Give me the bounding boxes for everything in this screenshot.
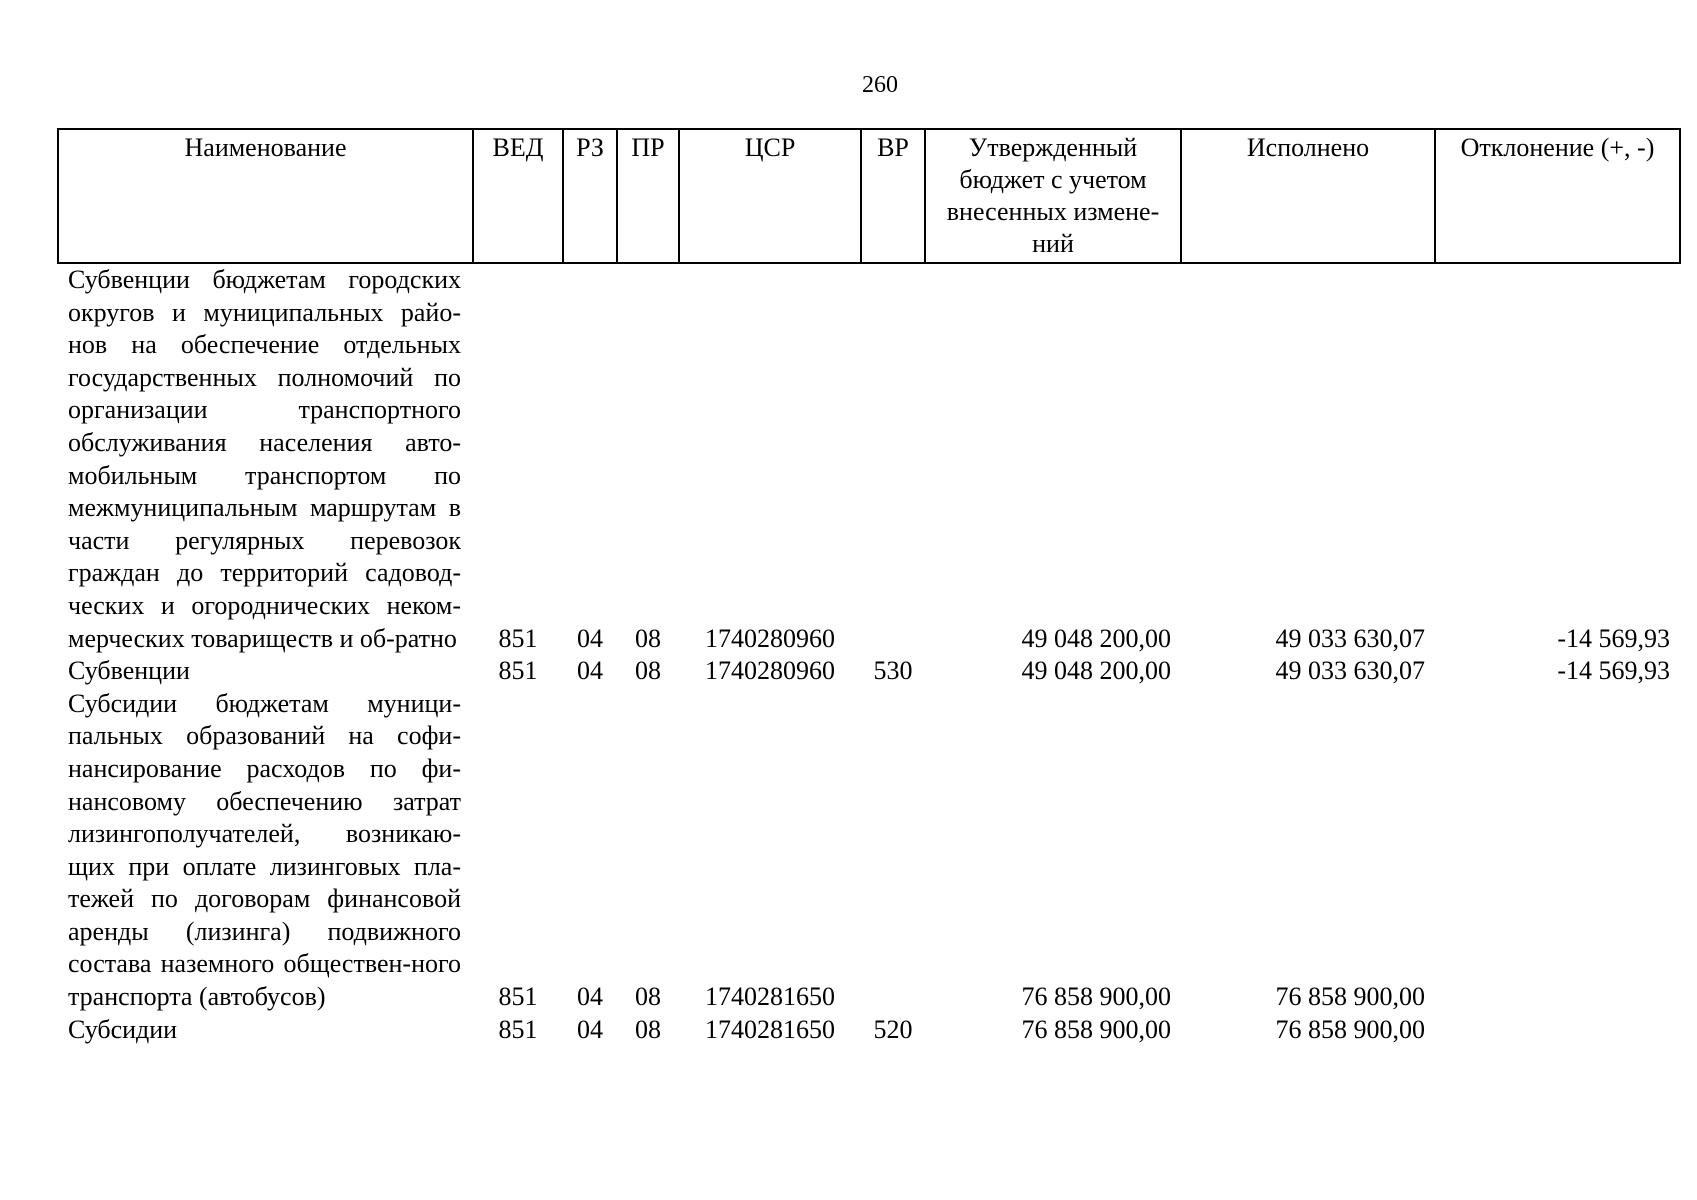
table-row <box>58 1014 1680 1047</box>
row-name: Субсидии бюджетам муници-пальных образований на софи-нансирование расходов по фи-нансовому обеспечению затрат лизингополучателей, возникаю-щих при оплате лизинговых пла-тежей по договорам финансовой аренды (лизинга) подвижного состава наземного обществен-ного транспорта (автобусов) <box>68 688 461 1012</box>
row-approved: 76 858 900,00 <box>1021 1014 1171 1044</box>
row-vr <box>861 263 925 655</box>
table-header <box>58 129 1680 263</box>
row-pr: 08 <box>635 982 661 1012</box>
row-vr: 530 <box>873 656 913 686</box>
table-body <box>58 263 1680 1046</box>
row-deviation <box>1435 688 1680 1014</box>
row-approved: 49 048 200,00 <box>1021 656 1171 686</box>
header-csr: ЦСР <box>679 129 861 263</box>
header-ved: ВЕД <box>473 129 563 263</box>
row-vr: 520 <box>873 1014 913 1044</box>
row-ved: 851 <box>498 656 538 686</box>
row-approved: 76 858 900,00 <box>1021 982 1171 1012</box>
row-csr: 1740280960 <box>705 656 835 686</box>
header-approved: Утвержденный бюджет с учетом внесенных измене-ний <box>925 129 1181 263</box>
row-executed: 49 033 630,07 <box>1275 656 1425 686</box>
row-ved: 851 <box>498 1014 538 1044</box>
row-pr: 08 <box>635 656 661 686</box>
table-row <box>58 688 1680 1014</box>
table-row <box>58 263 1680 655</box>
row-csr: 1740281650 <box>705 1014 835 1044</box>
row-vr <box>861 688 925 1014</box>
row-rz: 04 <box>577 1014 603 1044</box>
row-executed: 76 858 900,00 <box>1275 1014 1425 1044</box>
row-executed: 49 033 630,07 <box>1275 623 1425 653</box>
row-approved: 49 048 200,00 <box>1021 623 1171 653</box>
row-name: Субвенции бюджетам городских округов и муниципальных райо-нов на обеспечение отдельных государственных полномочий по организации транспортного обслуживания населения авто-мобильным транспортом по межмуниципальным маршрутам в части регулярных перевозок граждан до территорий садовод-ческих и огороднических неком-мерческих товариществ и об-ратно <box>68 265 461 653</box>
table-row <box>58 655 1680 688</box>
row-deviation: -14 569,93 <box>1557 623 1670 653</box>
row-ved: 851 <box>498 623 538 653</box>
row-name: Субсидии <box>68 1014 178 1044</box>
row-pr: 08 <box>635 623 661 653</box>
page-number: 260 <box>862 72 898 98</box>
row-deviation <box>1435 1014 1680 1047</box>
header-rz: РЗ <box>563 129 617 263</box>
row-csr: 1740281650 <box>705 982 835 1012</box>
row-name: Субвенции <box>68 656 190 686</box>
row-executed: 76 858 900,00 <box>1275 982 1425 1012</box>
row-csr: 1740280960 <box>705 623 835 653</box>
header-vr: ВР <box>861 129 925 263</box>
header-deviation: Отклонение (+, -) <box>1435 129 1680 263</box>
row-pr: 08 <box>635 1014 661 1044</box>
row-deviation: -14 569,93 <box>1557 656 1670 686</box>
row-rz: 04 <box>577 656 603 686</box>
row-rz: 04 <box>577 623 603 653</box>
header-pr: ПР <box>617 129 679 263</box>
row-rz: 04 <box>577 982 603 1012</box>
header-executed: Исполнено <box>1181 129 1435 263</box>
row-ved: 851 <box>498 982 538 1012</box>
header-name: Наименование <box>58 129 473 263</box>
budget-execution-table <box>57 128 1681 1046</box>
